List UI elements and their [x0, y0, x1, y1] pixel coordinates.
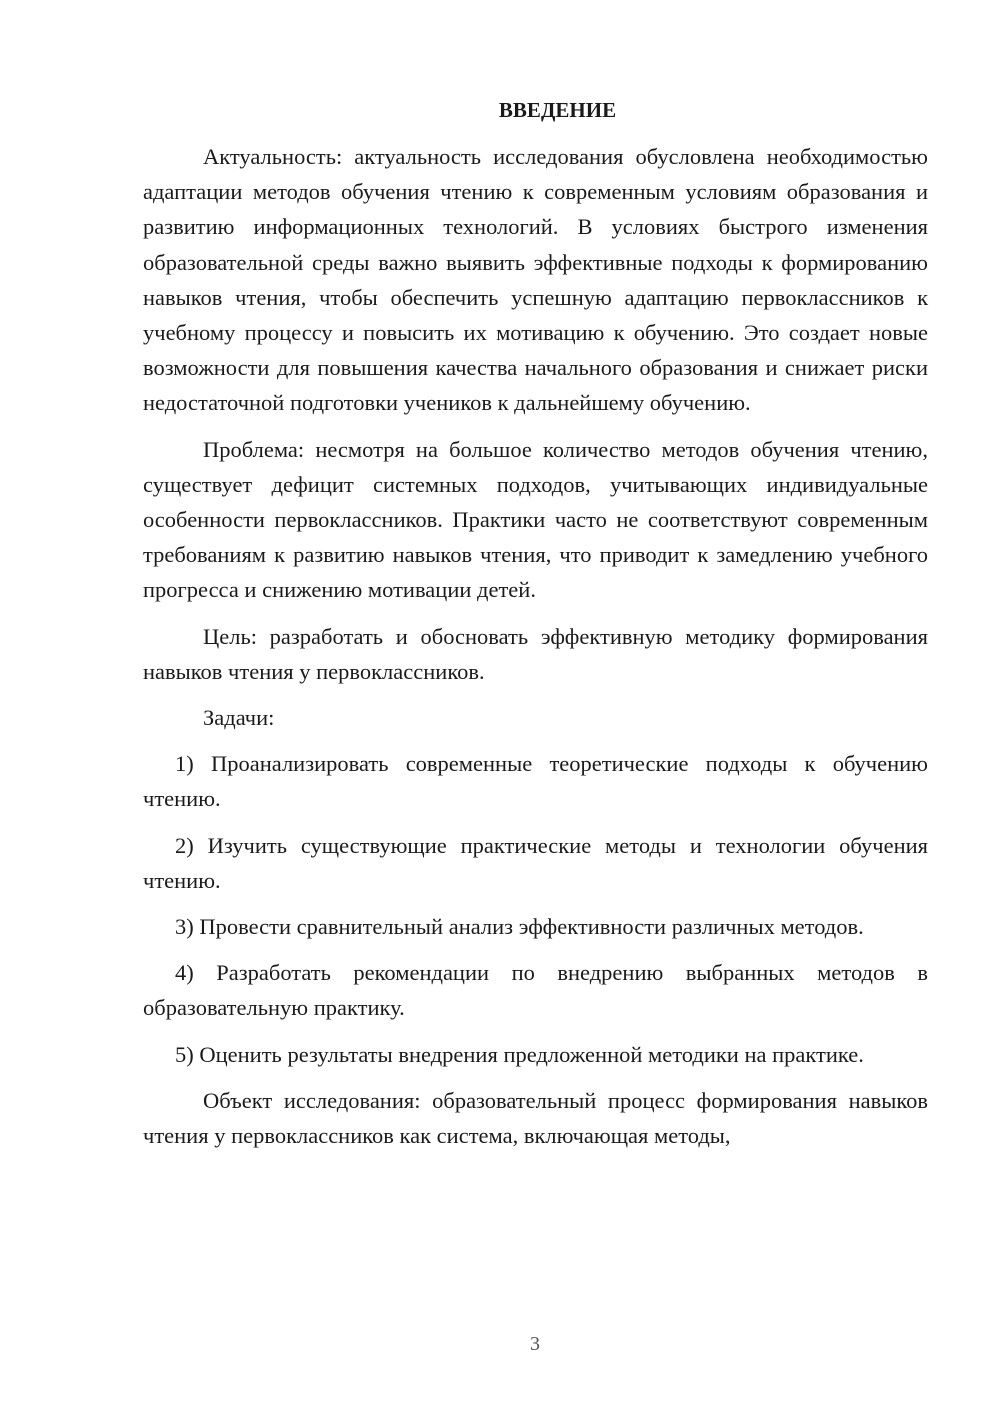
- task-item-2: 2) Изучить существующие практические методы и технологии обучения чтению.: [143, 832, 928, 893]
- task-item-5: 5) Оценить результаты внедрения предложенной методики на практике.: [175, 1041, 864, 1067]
- task-item-3: 3) Провести сравнительный анализ эффективности различных методов.: [175, 914, 864, 940]
- paragraph-tasks-label: Задачи:: [203, 705, 275, 731]
- page-content: [143, 94, 928, 1164]
- paragraph-object: Объект исследования: образовательный процесс формирования навыков чтения у первоклассников как система, включающая методы,: [143, 1087, 928, 1149]
- paragraph-goal: Цель: разработать и обосновать эффективную методику формирования навыков чтения у первоклассников.: [143, 623, 928, 684]
- task-item-4: 4) Разработать рекомендации по внедрению выбранных методов в образовательную практику.: [143, 960, 928, 1021]
- paragraph-problem: Проблема: несмотря на большое количество методов обучения чтению, существует дефицит системных подходов, учитывающих индивидуальные особенности первоклассников. Практики часто не соответствуют современным требованиям к развитию навыков чтения, что приводит к замедлению учебного прогресса и снижению мотивации детей.: [143, 436, 928, 603]
- page-number: 3: [530, 1333, 540, 1355]
- section-heading: ВВЕДЕНИЕ: [498, 98, 617, 122]
- paragraph-relevance: Актуальность: актуальность исследования обусловлена необходимостью адаптации методов обучения чтению к современным условиям образования и развитию информационных технологий. В условиях быстрого изменения образовательной среды важно выявить эффективные подходы к формированию навыков чтения, чтобы обеспечить успешную адаптацию первоклассников к учебному процессу и повысить их мотивацию к обучению. Это создает новые возможности для повышения качества начального образования и снижает риски недостаточной подготовки учеников к дальнейшему обучению.: [143, 144, 928, 416]
- task-item-1: 1) Проанализировать современные теоретические подходы к обучению чтению.: [143, 751, 928, 812]
